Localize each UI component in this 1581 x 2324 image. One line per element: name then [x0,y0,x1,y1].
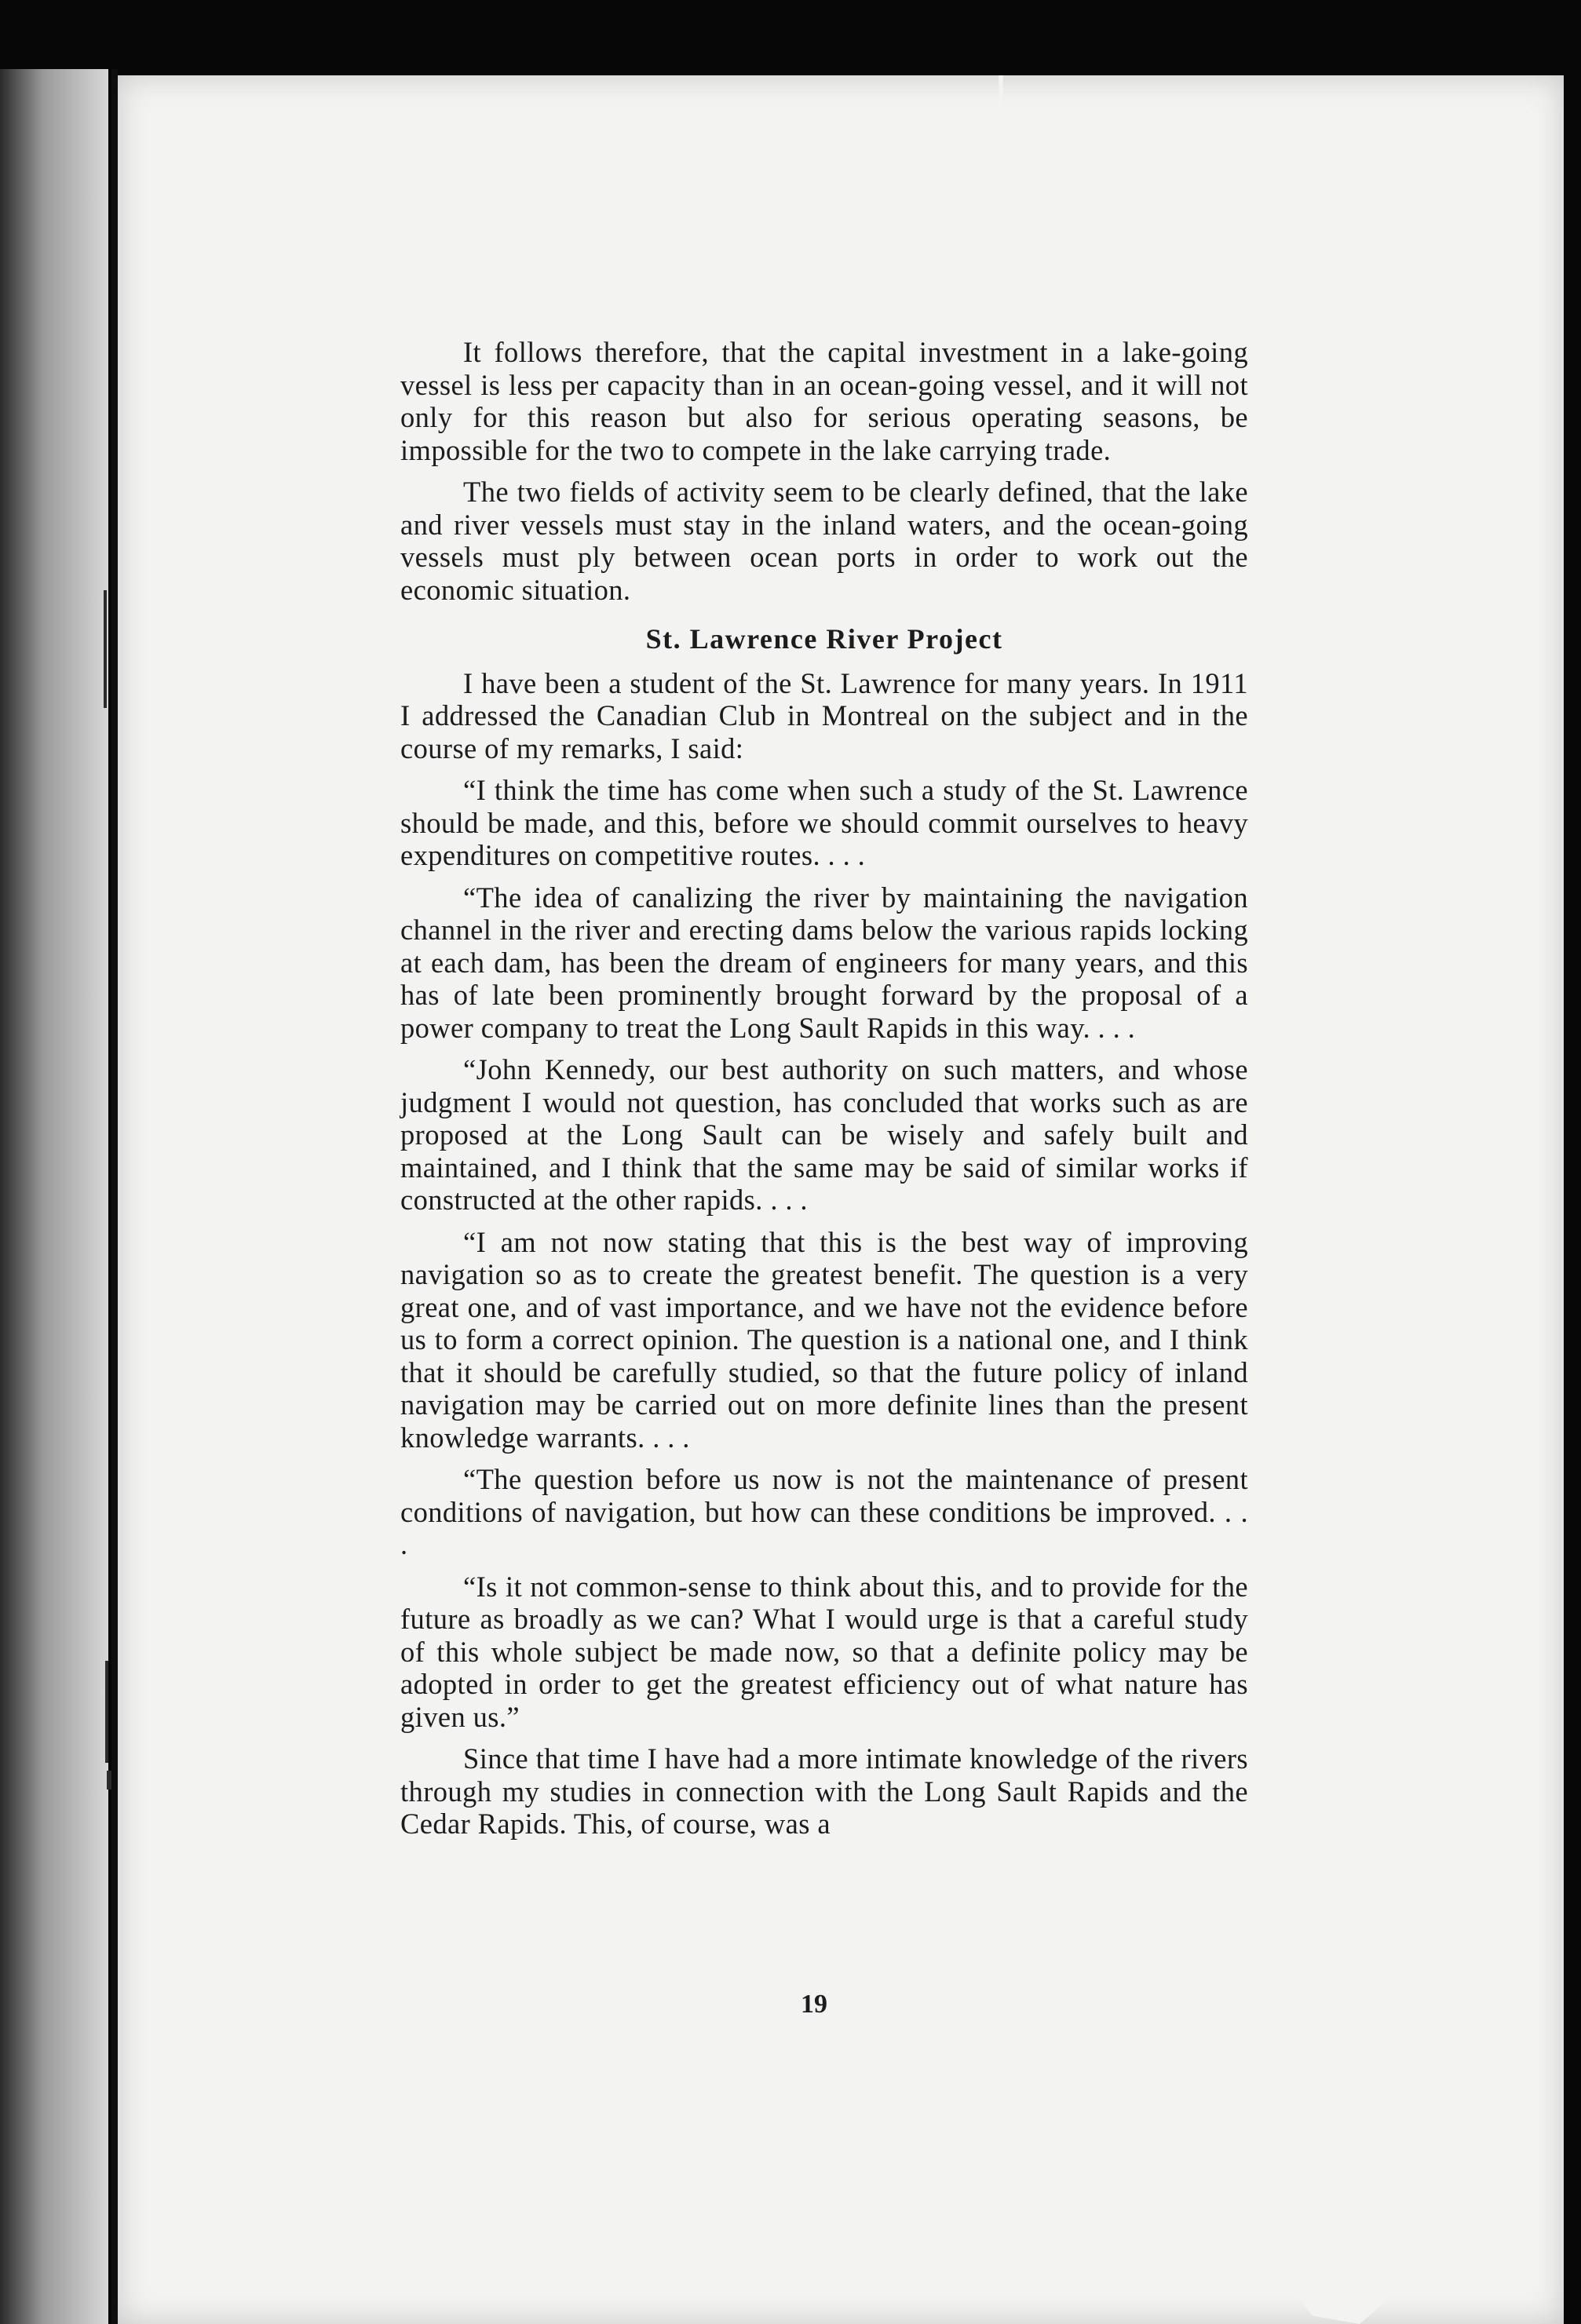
body-paragraph: Since that time I have had a more intimate knowledge of the rivers through my studies in connection with the Long Sault Rapids and the Cedar Rapids. This, of course, was a [400,1742,1248,1840]
facing-page-edge [0,69,108,2324]
body-paragraph: The two fields of activity seem to be clearly defined, that the lake and river vessels must stay in the inland waters, and the ocean-going vessels must ply between ocean ports in order to work out the economic situation. [400,476,1248,606]
margin-mark [104,590,107,708]
page-tear-mark [995,75,1006,130]
quote-paragraph: “The question before us now is not the maintenance of present conditions of navigation, but how can these conditions be improved. . . . [400,1463,1248,1560]
quote-paragraph: “John Kennedy, our best authority on such matters, and whose judgment I would not question, has concluded that works such as are proposed at the Long Sault can be wisely and safely built and maintained, and I think that the same may be said of similar works if constructed at the other rapids. . . . [400,1053,1248,1216]
margin-mark [105,1661,108,1763]
page-number: 19 [801,1990,827,2019]
book-spine [111,69,118,2324]
quote-paragraph: “Is it not common-sense to think about this, and to provide for the future as broadly as we can? What I would urge is that a careful study of this whole subject be made now, so that a definite policy may be adopted in order to get the greatest efficiency out of what nature has given us.” [400,1570,1248,1733]
quote-paragraph: “The idea of canalizing the river by maintaining the navigation channel in the river and erecting dams below the various rapids locking at each dam, has been the dream of engineers for many years, and this has of late been prominently brought forward by the proposal of a power company to treat the Long Sault Rapids in this way. . . . [400,881,1248,1044]
page-text [400,336,1248,1850]
quote-paragraph: “I am not now stating that this is the best way of improving navigation so as to create the greatest benefit. The question is a very great one, and of vast importance, and we have not the evidence before us to form a correct opinion. The question is a national one, and I think that it should be carefully studied, so that the future policy of inland navigation may be carried out on more definite lines than the present knowledge warrants. . . . [400,1225,1248,1454]
margin-mark [107,1771,111,1790]
quote-paragraph: “I think the time has come when such a study of the St. Lawrence should be made, and this, before we should commit ourselves to heavy expenditures on competitive routes. . . . [400,774,1248,871]
section-heading: St. Lawrence River Project [645,623,1003,655]
body-paragraph: It follows therefore, that the capital investment in a lake-going vessel is less per capacity than in an ocean-going vessel, and it will not only for this reason but also for serious operating seasons, be impossible for the two to compete in the lake carrying trade. [400,336,1248,466]
body-paragraph: I have been a student of the St. Lawrence for many years. In 1911 I addressed the Canadian Club in Montreal on the subject and in the course of my remarks, I said: [400,666,1248,764]
